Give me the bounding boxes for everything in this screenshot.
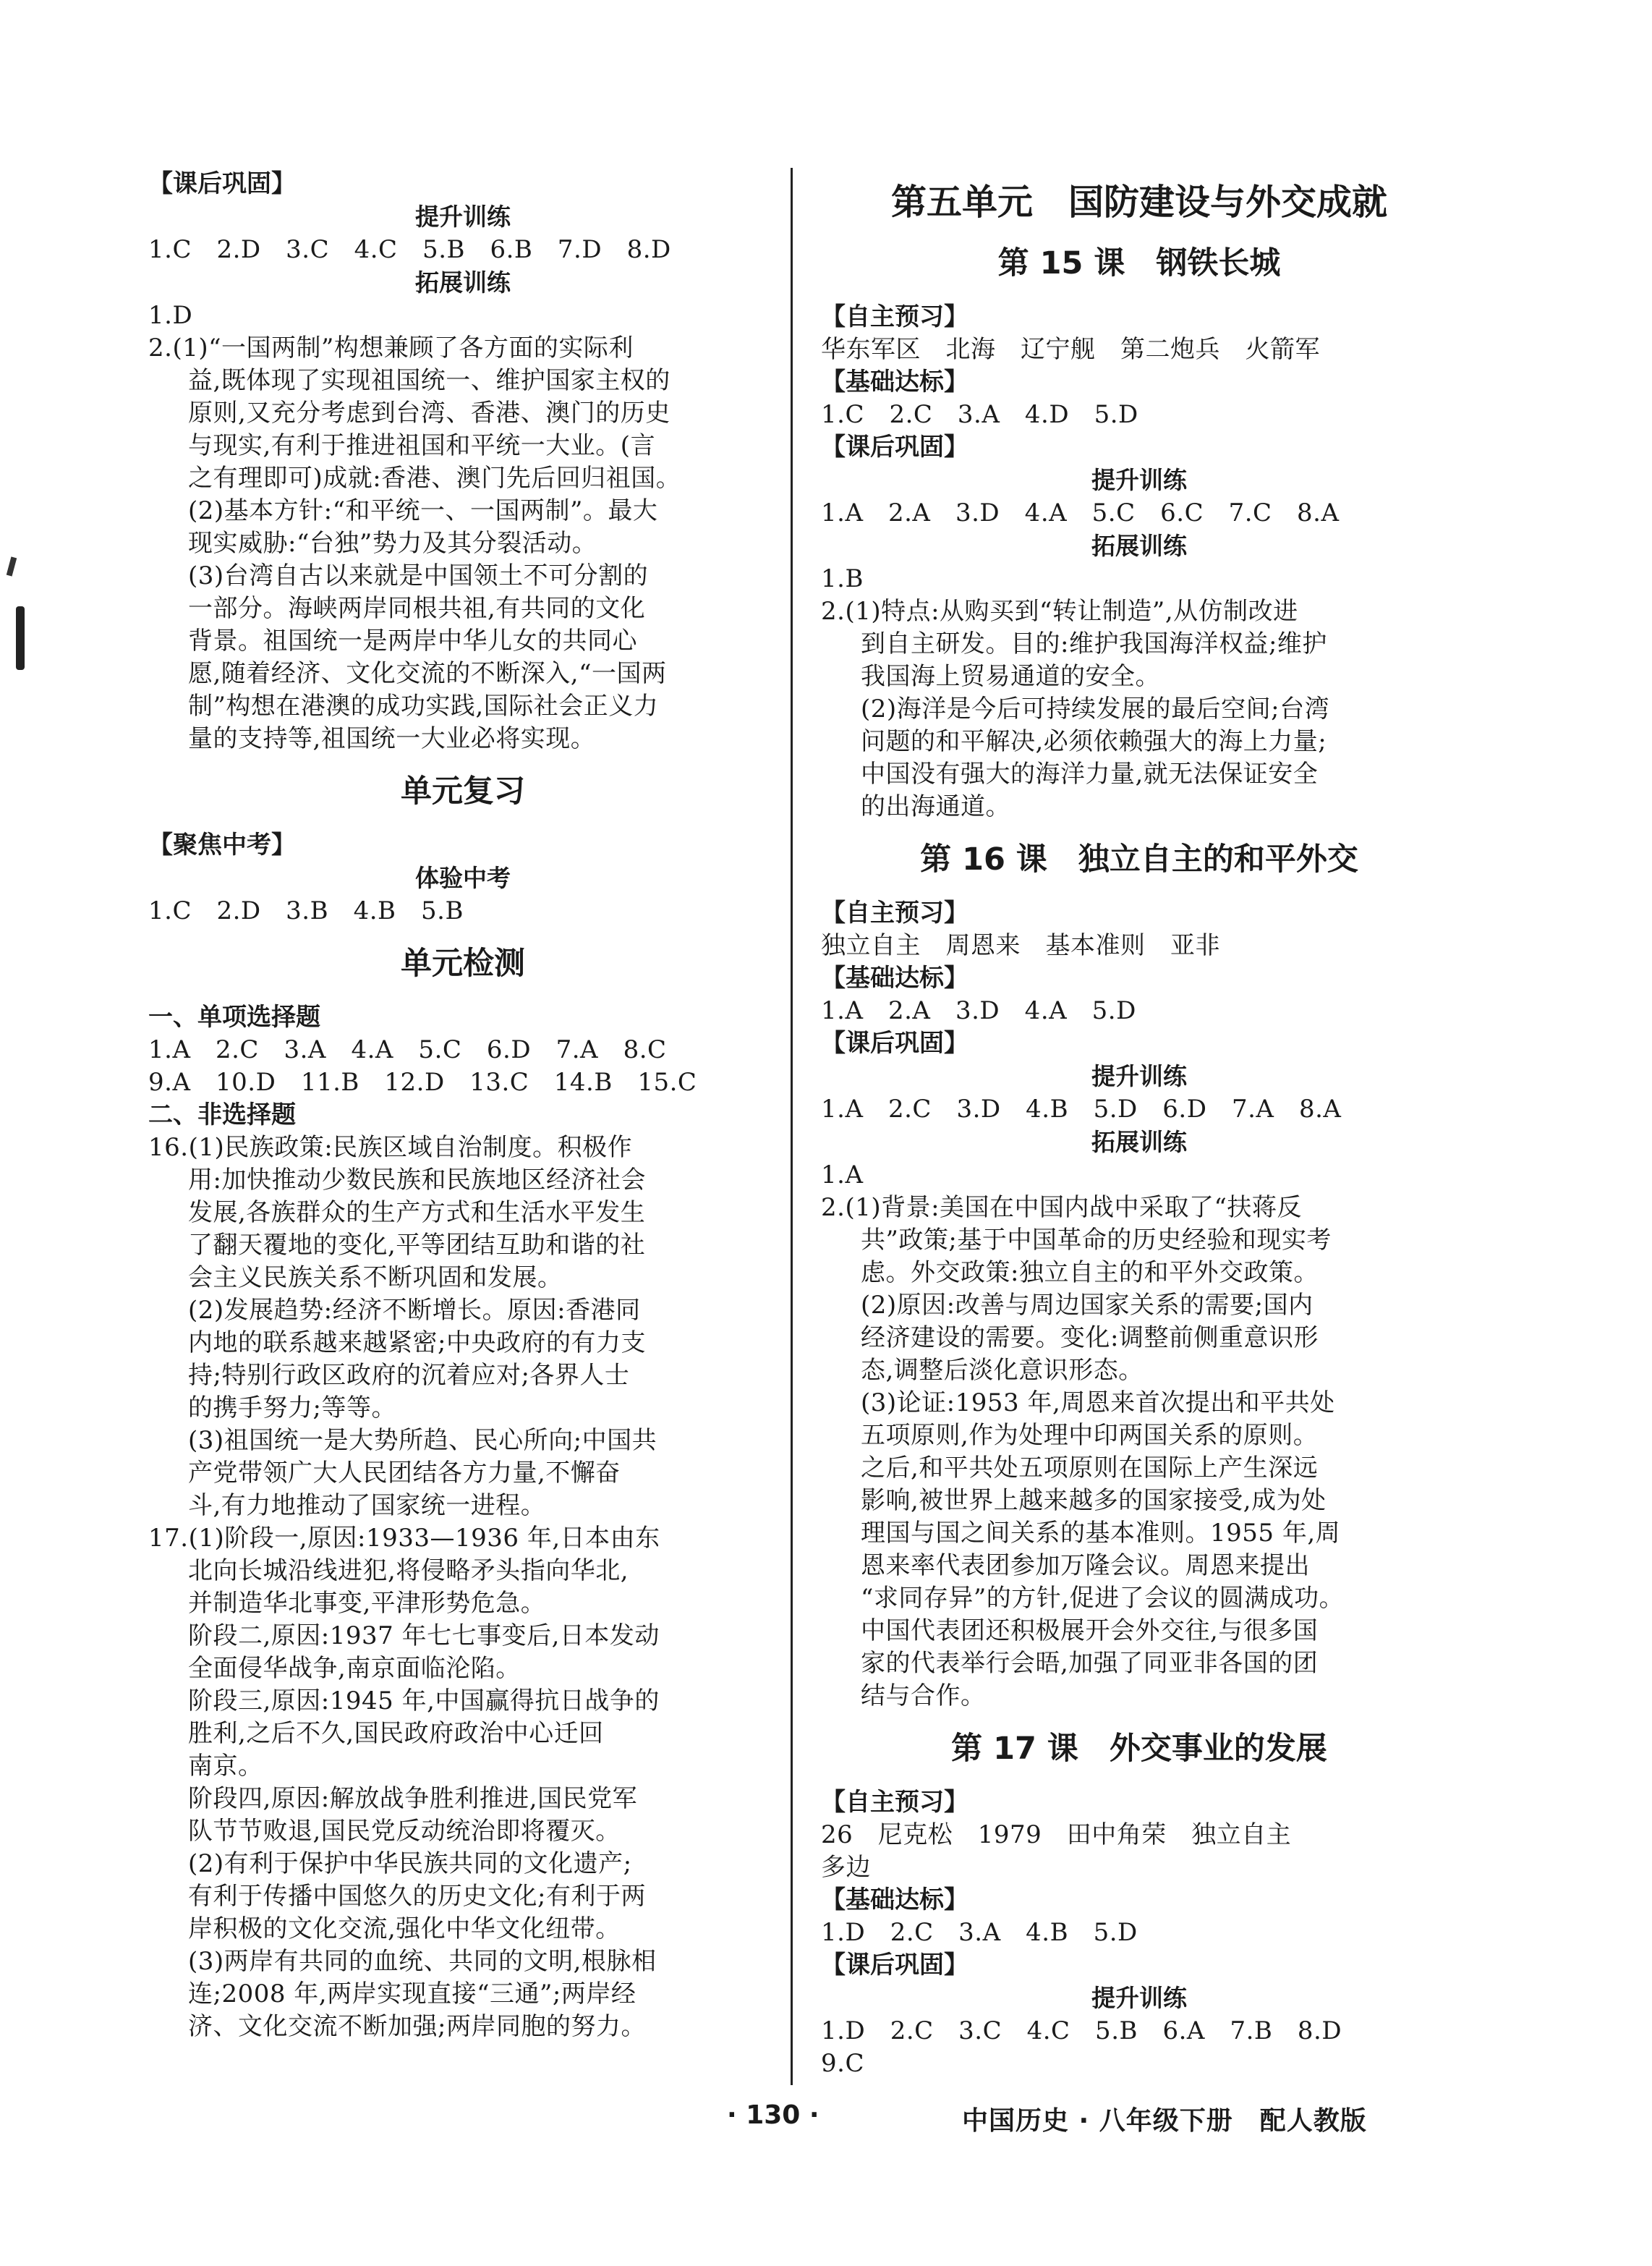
answer-line: 1.A [821, 1160, 864, 1189]
answer-text: 阶段二,原因:1937 年七七事变后,日本发动 [188, 1621, 660, 1650]
subheading: 拓展训练 [415, 268, 511, 297]
subheading: 提升训练 [1091, 466, 1187, 494]
answer-text: 的携手努力;等等。 [188, 1393, 396, 1422]
answer-text: 内地的联系越来越紧密;中央政府的有力支 [188, 1328, 646, 1357]
answer-text: 与现实,有利于推进祖国和平统一大业。(言 [188, 431, 656, 460]
answer-text: 阶段三,原因:1945 年,中国赢得抗日战争的 [188, 1686, 660, 1715]
answer-text: 北向长城沿线进犯,将侵略矛头指向华北, [188, 1556, 629, 1585]
scan-mark [7, 556, 17, 576]
answer-line: 1.C 2.D 3.B 4.B 5.B [148, 896, 464, 925]
section-tag: 【基础达标】 [821, 368, 968, 396]
answer-text: 中国代表团还积极展开会外交往,与很多国 [861, 1616, 1319, 1645]
answer-text: (3)祖国统一是大势所趋、民心所向;中国共 [188, 1426, 657, 1455]
section-tag: 【基础达标】 [821, 1885, 968, 1914]
answer-text: 的出海通道。 [861, 792, 1010, 821]
answer-text: 斗,有力地推动了国家统一进程。 [188, 1491, 546, 1520]
right-column [821, 179, 1457, 2080]
section-tag: 【课后巩固】 [821, 433, 968, 462]
answer-text: (2)原因:改善与周边国家关系的需要;国内 [861, 1291, 1313, 1320]
answer-text: (3)两岸有共同的血统、共同的文明,根脉相 [188, 1947, 657, 1976]
answer-text: 2.(1)背景:美国在中国内战中采取了“扶蒋反 [821, 1193, 1302, 1222]
answer-text: 有利于传播中国悠久的历史文化;有利于两 [188, 1882, 646, 1911]
lesson-title: 第 15 课 钢铁长城 [997, 245, 1281, 281]
section-tag: 【聚焦中考】 [148, 831, 296, 860]
answer-line: 1.C 2.D 3.C 4.C 5.B 6.B 7.D 8.D [148, 235, 671, 264]
answer-text: 之后,和平共处五项原则在国际上产生深远 [861, 1454, 1319, 1482]
answer-text: 影响,被世界上越来越多的国家接受,成为处 [861, 1486, 1327, 1515]
answer-text: 五项原则,作为处理中印两国关系的原则。 [861, 1421, 1319, 1450]
subheading: 提升训练 [415, 203, 511, 231]
answer-text: “求同存异”的方针,促进了会议的圆满成功。 [861, 1584, 1345, 1613]
answer-text: 中国没有强大的海洋力量,就无法保证安全 [861, 760, 1319, 789]
answer-line: 1.D 2.C 3.A 4.B 5.D [821, 1918, 1138, 1947]
answer-line: 9.C [821, 2049, 864, 2078]
answer-text: 之有理即可)成就:香港、澳门先后回归祖国。 [188, 464, 681, 493]
section-tag: 【课后巩固】 [148, 169, 296, 198]
answer-text: 益,既体现了实现祖国统一、维护国家主权的 [188, 366, 670, 395]
answer-line: 独立自主 周恩来 基本准则 亚非 [821, 931, 1220, 960]
answer-text: 16.(1)民族政策:民族区域自治制度。积极作 [148, 1133, 633, 1162]
answer-line: 1.A 2.C 3.A 4.A 5.C 6.D 7.A 8.C [148, 1035, 667, 1064]
answer-text: 岸积极的文化交流,强化中华文化纽带。 [188, 1914, 621, 1943]
answer-line: 1.C 2.C 3.A 4.D 5.D [821, 400, 1138, 429]
answer-text: 队节节败退,国民党反动统治即将覆灭。 [188, 1817, 621, 1846]
section-tag: 【自主预习】 [821, 302, 968, 331]
question-type: 一、单项选择题 [148, 1003, 320, 1032]
answer-text: 持;特别行政区政府的沉着应对;各界人士 [188, 1361, 630, 1390]
answer-text: 17.(1)阶段一,原因:1933—1936 年,日本由东 [148, 1524, 660, 1553]
answer-text: 理国与国之间关系的基本准则。1955 年,周 [861, 1519, 1341, 1548]
answer-line: 1.B [821, 564, 864, 593]
answer-text: (3)台湾自古以来就是中国领土不可分割的 [188, 561, 649, 590]
section-tag: 【自主预习】 [821, 1788, 968, 1817]
answer-text: 南京。 [188, 1752, 263, 1781]
answer-text: 制”构想在港澳的成功实践,国际社会正义力 [188, 692, 659, 721]
answer-text: (3)论证:1953 年,周恩来首次提出和平共处 [861, 1388, 1335, 1417]
answer-text: 全面侵华战争,南京面临沦陷。 [188, 1654, 521, 1683]
subheading: 提升训练 [1091, 1984, 1187, 2012]
answer-line: 1.A 2.A 3.D 4.A 5.D [821, 996, 1136, 1025]
answer-text: 并制造华北事变,平津形势危急。 [188, 1589, 546, 1618]
answer-text: 态,调整后淡化意识形态。 [861, 1356, 1144, 1385]
answer-text: (2)海洋是今后可持续发展的最后空间;台湾 [861, 695, 1330, 723]
answer-text: (2)发展趋势:经济不断增长。原因:香港同 [188, 1296, 641, 1325]
section-tag: 【基础达标】 [821, 964, 968, 993]
answer-text: 2.(1)“一国两制”构想兼顾了各方面的实际利 [148, 334, 634, 362]
section-title: 单元检测 [401, 946, 525, 982]
answer-text: 问题的和平解决,必须依赖强大的海上力量; [861, 727, 1327, 756]
answer-text: 2.(1)特点:从购买到“转让制造”,从仿制改进 [821, 597, 1298, 626]
answer-line: 1.D 2.C 3.C 4.C 5.B 6.A 7.B 8.D [821, 2016, 1342, 2045]
answer-text: 阶段四,原因:解放战争胜利推进,国民党军 [188, 1784, 638, 1813]
section-tag: 【课后巩固】 [821, 1029, 968, 1058]
answer-line: 多边 [821, 1853, 871, 1882]
answer-text: 产党带领广大人民团结各方力量,不懈奋 [188, 1459, 621, 1488]
answer-line: 1.D [148, 301, 193, 330]
answer-text: 虑。外交政策:独立自主的和平外交政策。 [861, 1258, 1319, 1287]
answer-text: 愿,随着经济、文化交流的不断深入,“一国两 [188, 659, 667, 688]
lesson-title: 第 16 课 独立自主的和平外交 [920, 841, 1358, 878]
answer-text: 共”政策;基于中国革命的历史经验和现实考 [861, 1226, 1332, 1255]
answer-text: 结与合作。 [861, 1681, 986, 1710]
answer-line: 26 尼克松 1979 田中角荣 独立自主 [821, 1820, 1292, 1849]
answer-line: 1.A 2.C 3.D 4.B 5.D 6.D 7.A 8.A [821, 1095, 1342, 1124]
section-tag: 【自主预习】 [821, 899, 968, 928]
section-tag: 【课后巩固】 [821, 1951, 968, 1979]
page-number: · 130 · [727, 2100, 819, 2130]
answer-text: 我国海上贸易通道的安全。 [861, 662, 1160, 691]
answer-line: 华东军区 北海 辽宁舰 第二炮兵 火箭军 [821, 335, 1320, 364]
answer-text: 经济建设的需要。变化:调整前侧重意识形 [861, 1323, 1319, 1352]
answer-text: 济、文化交流不断加强;两岸同胞的努力。 [188, 2012, 646, 2041]
answer-text: 背景。祖国统一是两岸中华儿女的共同心 [188, 627, 637, 655]
answer-text: 一部分。海峡两岸同根共祖,有共同的文化 [188, 594, 646, 623]
answer-text: 了翻天覆地的变化,平等团结互助和谐的社 [188, 1231, 646, 1260]
subheading: 拓展训练 [1091, 1128, 1187, 1156]
column-divider [791, 168, 793, 2085]
answer-text: (2)基本方针:“和平统一、一国两制”。最大 [188, 496, 658, 525]
answer-text: 原则,又充分考虑到台湾、香港、澳门的历史 [188, 399, 670, 428]
answer-text: (2)有利于保护中华民族共同的文化遗产; [188, 1849, 632, 1878]
answer-text: 胜利,之后不久,国民政府政治中心迁回 [188, 1719, 604, 1748]
subheading: 提升训练 [1091, 1062, 1187, 1090]
answer-text: 恩来率代表团参加万隆会议。周恩来提出 [861, 1551, 1310, 1580]
answer-line: 1.A 2.A 3.D 4.A 5.C 6.C 7.C 8.A [821, 498, 1340, 527]
scan-mark [16, 606, 25, 670]
book-title: 中国历史 · 八年级下册 配人教版 [962, 2106, 1367, 2136]
answer-text: 连;2008 年,两岸实现直接“三通”;两岸经 [188, 1979, 636, 2008]
subheading: 体验中考 [415, 864, 511, 892]
answer-text: 家的代表举行会晤,加强了同亚非各国的团 [861, 1649, 1319, 1678]
subheading: 拓展训练 [1091, 532, 1187, 560]
answer-text: 用:加快推动少数民族和民族地区经济社会 [188, 1166, 646, 1194]
page-footer [0, 2100, 1652, 2144]
unit-title: 第五单元 国防建设与外交成就 [890, 182, 1387, 223]
answer-text: 现实威胁:“台独”势力及其分裂活动。 [188, 529, 597, 558]
question-type: 二、非选择题 [148, 1100, 296, 1129]
answer-text: 会主义民族关系不断巩固和发展。 [188, 1263, 563, 1292]
answer-text: 到自主研发。目的:维护我国海洋权益;维护 [861, 629, 1327, 658]
answer-text: 量的支持等,祖国统一大业必将实现。 [188, 724, 596, 753]
answer-line: 9.A 10.D 11.B 12.D 13.C 14.B 15.C [148, 1068, 697, 1097]
answer-text: 发展,各族群众的生产方式和生活水平发生 [188, 1198, 646, 1227]
lesson-title: 第 17 课 外交事业的发展 [951, 1731, 1327, 1767]
section-title: 单元复习 [401, 773, 525, 810]
left-column [148, 168, 778, 2043]
